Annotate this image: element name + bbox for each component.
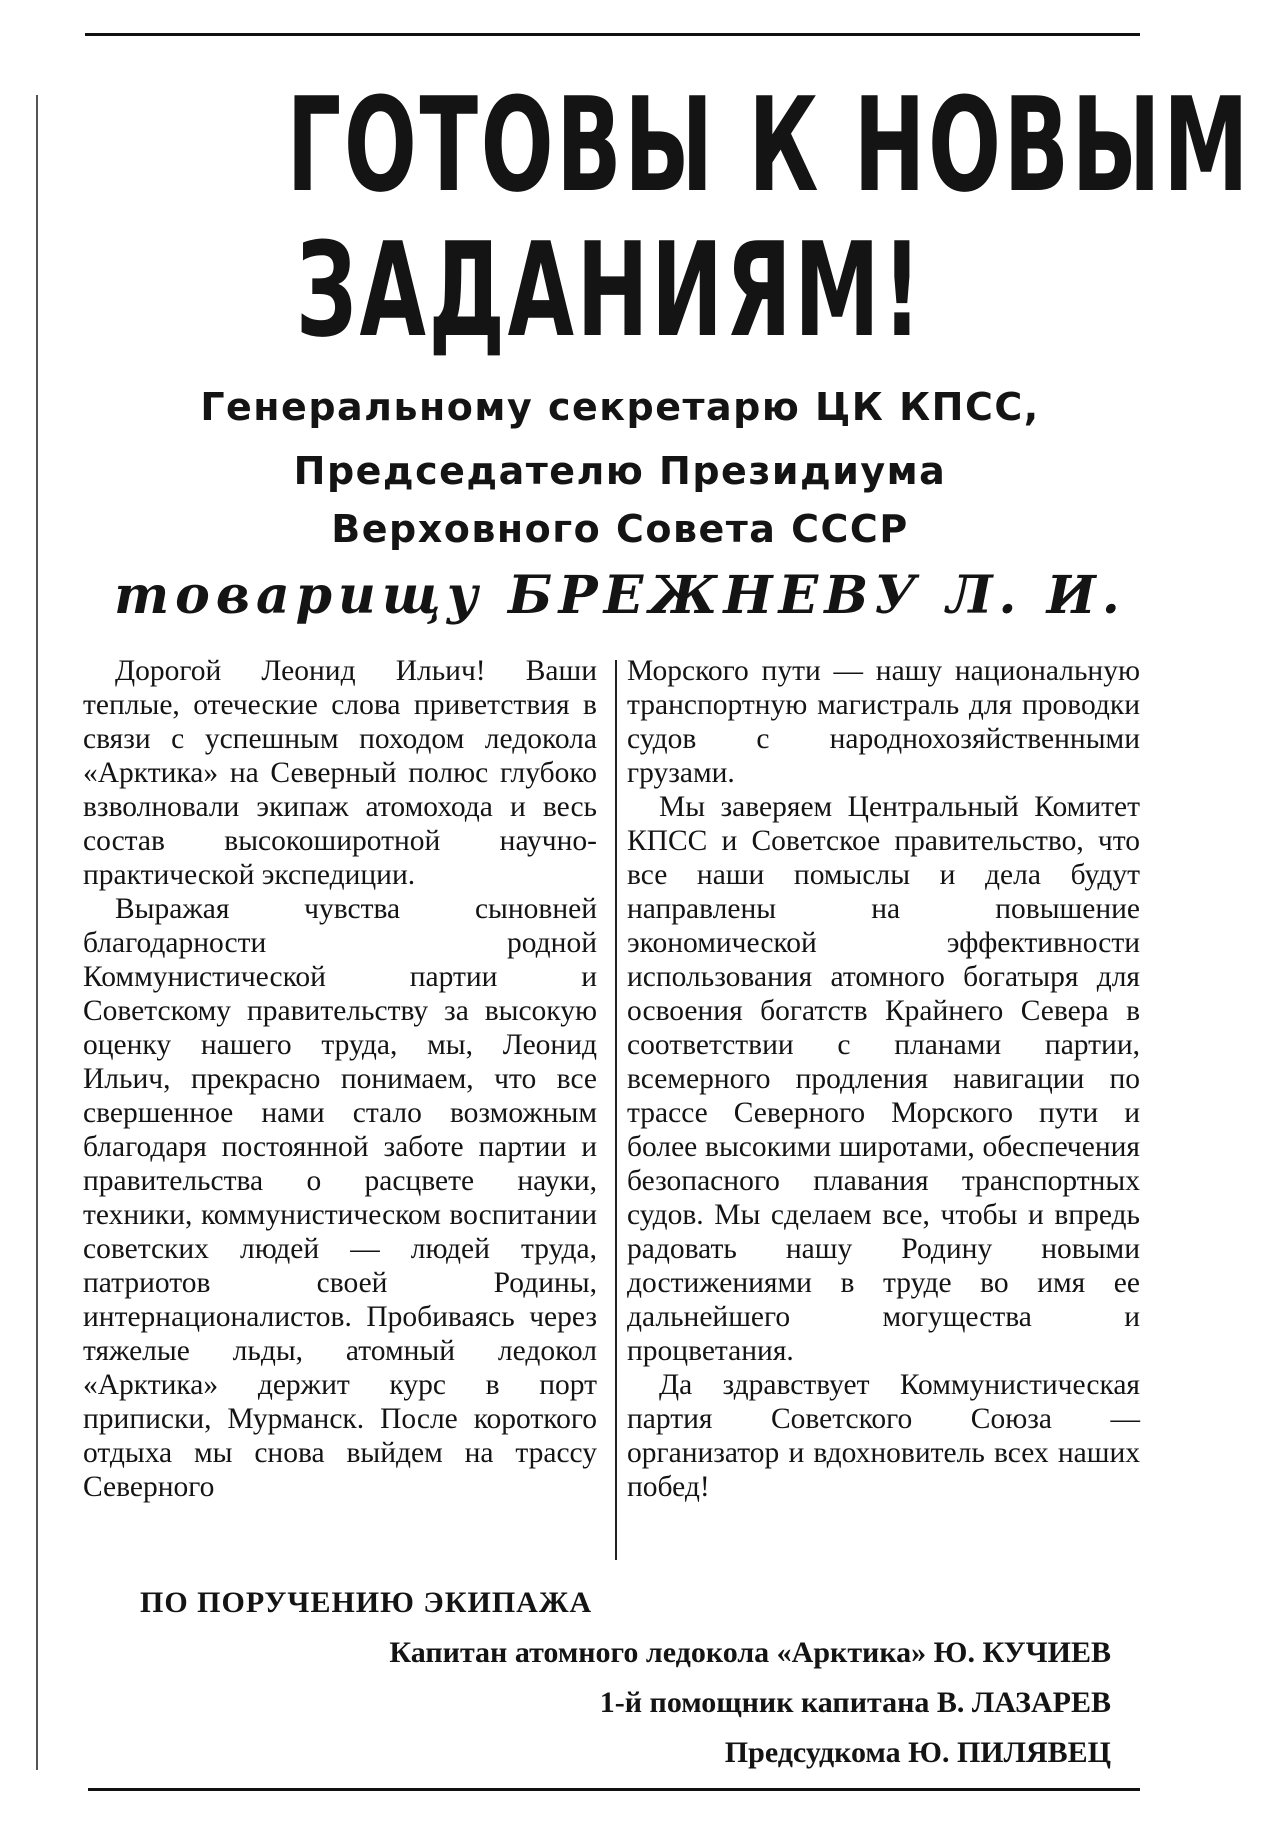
signoff-heading: ПО ПОРУЧЕНИЮ ЭКИПАЖА xyxy=(140,1586,593,1619)
headline-line-2: ЗАДАНИЯМ! xyxy=(295,214,925,366)
body-paragraph: Выражая чувства сыновней благодарности родной Коммунистической партии и Советскому правительству за высокую оценку нашего труда, мы, Леонид Ильич, прекрасно понимаем, что все свершенное нами стало возможным благодаря постоянной заботе партии и правительства о расцвете науки, техники, коммунистическом воспитании советских людей — людей труда, патриотов своей Родины, интернационалистов. Пробиваясь через тяжелые льды, атомный ледокол «Арктика» держит курс в порт приписки, Мурманск. После короткого отдыха мы снова выйдем на трассу Северного xyxy=(83,893,597,1503)
body-column-right xyxy=(627,654,1140,1504)
body-paragraph-continuation: Морского пути — нашу национальную транспортную магистраль для проводки судов с народнохозяйственными грузами. xyxy=(627,655,1140,789)
signoff-union-chair: Предсудкома Ю. ПИЛЯВЕЦ xyxy=(724,1736,1111,1769)
addressee-line-1: Генеральному секретарю ЦК КПСС, xyxy=(200,385,1040,429)
left-margin-rule xyxy=(36,95,38,1770)
body-paragraph: Дорогой Леонид Ильич! Ваши теплые, отеческие слова приветствия в связи с успешным походом ледокола «Арктика» на Северный полюс глубоко взволновали экипаж атомохода и весь состав высокоширотной научно-практической экспедиции. xyxy=(83,655,597,891)
body-column-left xyxy=(83,654,597,1504)
top-rule xyxy=(85,33,1140,36)
headline-line-1: ГОТОВЫ К НОВЫМ xyxy=(286,69,1252,221)
signoff-first-mate: 1-й помощник капитана В. ЛАЗАРЕВ xyxy=(599,1686,1111,1719)
body-paragraph: Да здравствует Коммунистическая партия Советского Союза — организатор и вдохновитель всех наших побед! xyxy=(627,1369,1140,1503)
column-divider xyxy=(615,660,617,1560)
addressee-line-2: Председателю Президиума xyxy=(293,449,947,493)
addressee-line-3: Верховного Совета СССР xyxy=(331,507,909,551)
recipient-name: товарищу БРЕЖНЕВУ Л. И. xyxy=(114,565,1126,626)
signoff-captain: Капитан атомного ледокола «Арктика» Ю. КУЧИЕВ xyxy=(389,1636,1111,1669)
body-paragraph: Мы заверяем Центральный Комитет КПСС и Советское правительство, что все наши помыслы и дела будут направлены на повышение экономической эффективности использования атомного богатыря для освоения богатств Крайнего Севера в соответствии с планами партии, всемерного продления навигации по трассе Северного Морского пути и более высокими широтами, обеспечения безопасного плавания транспортных судов. Мы сделаем все, чтобы и впредь радовать нашу Родину новыми достижениями в труде во имя ее дальнейшего могущества и процветания. xyxy=(627,791,1140,1367)
bottom-rule xyxy=(88,1788,1140,1791)
